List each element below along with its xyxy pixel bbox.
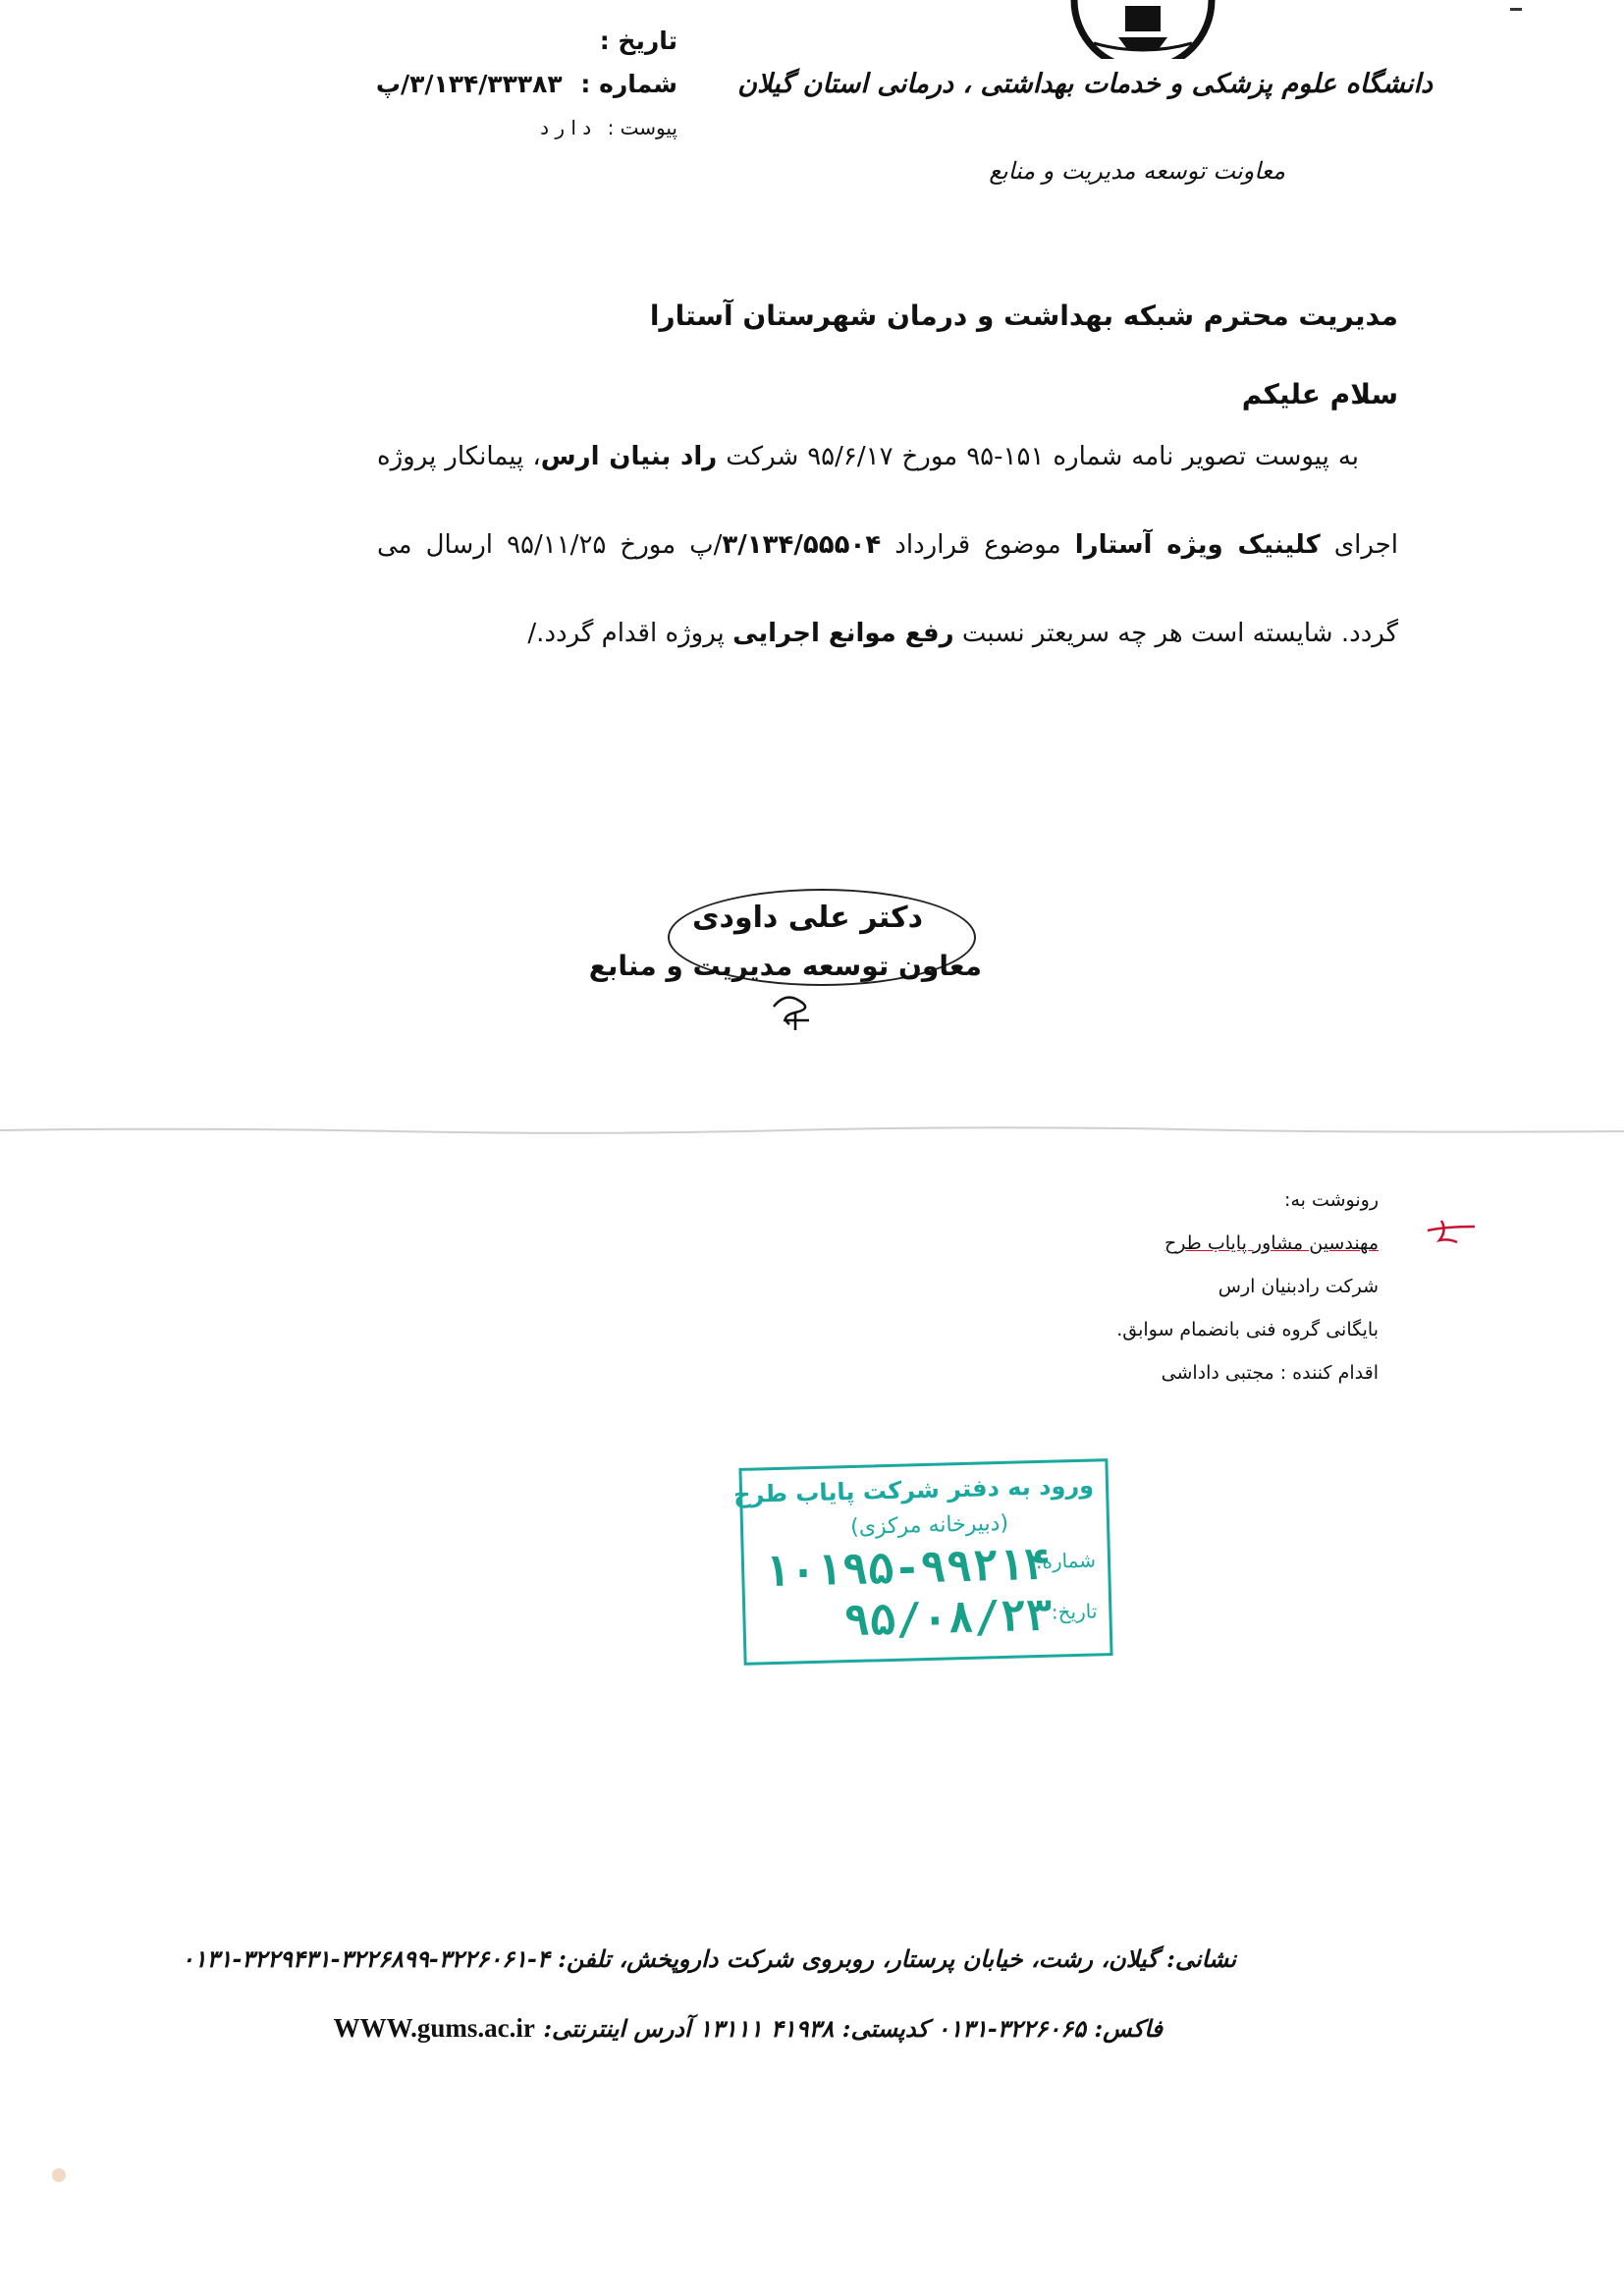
letter-body xyxy=(377,412,1398,678)
date-row xyxy=(324,20,677,63)
stamp-number-label: شماره: xyxy=(1035,1548,1097,1574)
greeting: سلام علیکم xyxy=(1241,378,1398,410)
corner-mark xyxy=(1510,8,1522,11)
body-text-1: به پیوست تصویر نامه شماره ۱۵۱-۹۵ مورخ ۹۵/۶/۱۷ شرکت xyxy=(726,442,1360,471)
stamp-date-label: تاریخ: xyxy=(1051,1599,1098,1624)
paper-stain xyxy=(44,2160,74,2190)
body-text-5: پروژه اقدام گردد./ xyxy=(527,619,725,648)
university-name: دانشگاه علوم پزشکی و خدمات بهداشتی ، درمانی استان گیلان xyxy=(737,69,1433,99)
stamp-date-value: ۹۵/۰۸/۲۳ xyxy=(842,1590,1054,1647)
signer-title: معاون توسعه مدیریت و منابع xyxy=(588,950,982,982)
received-stamp xyxy=(732,1458,1112,1666)
footer-website: WWW.gums.ac.ir xyxy=(333,2013,535,2043)
stamp-number-value: ۱۰۱۹۵-۹۹۲۱۴ xyxy=(763,1539,1052,1598)
number-row xyxy=(324,63,677,106)
footer-address: نشانی: گیلان، رشت، خیابان پرستار، روبروی شرکت داروپخش، تلفن: ۴-۳۲۲۶۰۶۱-۳۲۲۶۸۹۹-۳۲۲۹۴۳۱-۰۱۳۱ xyxy=(181,1944,1236,1973)
red-handwritten-mark xyxy=(1422,1213,1481,1252)
number-label: شماره : xyxy=(580,70,677,98)
attachment-label: پیوست : xyxy=(607,116,677,139)
footer-fax: فاکس: ۳۲۲۶۰۶۵-۰۱۳۱ کدپستی: ۴۱۹۳۸ ۱۳۱۱۱ آدرس اینترنتی: xyxy=(543,2014,1163,2043)
action-phrase: رفع موانع اجرایی xyxy=(732,619,954,648)
signer-name: دکتر علی داودی xyxy=(692,901,923,935)
cc-heading: رونوشت به: xyxy=(1284,1189,1379,1211)
contract-number: ۳/۱۳۴/۵۵۵۰۴ xyxy=(722,530,882,560)
stamp-title: ورود به دفتر شرکت پایاب طرح xyxy=(732,1471,1095,1509)
university-logo-icon xyxy=(1064,0,1221,59)
page-fold-line xyxy=(0,1124,1624,1136)
department-name: معاونت توسعه مدیریت و منابع xyxy=(989,157,1285,185)
signature-block xyxy=(588,889,982,997)
cc-item: شرکت رادبنیان ارس xyxy=(1218,1276,1379,1297)
attachment-row xyxy=(324,106,677,149)
company-name: راد بنیان ارس xyxy=(540,442,718,471)
project-name: کلینیک ویژه آستارا xyxy=(1074,530,1321,560)
cc-list xyxy=(907,1178,1379,1394)
attachment-value: د ا ر د xyxy=(540,116,592,139)
footer-contact xyxy=(334,2013,1163,2044)
body-text-4: /پ مورخ ۹۵/۱۱/۲۵ ارسال می گردد. شایسته است هر چه سریعتر نسبت xyxy=(377,530,1398,648)
letter-meta xyxy=(324,20,677,149)
body-text-3: موضوع قرارداد xyxy=(894,530,1061,560)
prepared-by: اقدام کننده : مجتبی داداشی xyxy=(1161,1362,1379,1384)
date-label: تاریخ : xyxy=(599,27,677,55)
letter-number: ۳/۱۳۴/۳۳۳۸۳/پ xyxy=(375,70,563,98)
addressee: مدیریت محترم شبکه بهداشت و درمان شهرستان آستارا xyxy=(649,300,1398,332)
body-paragraph xyxy=(377,412,1398,678)
handwritten-initials xyxy=(766,987,825,1031)
cc-item: مهندسین مشاور پایاب طرح xyxy=(1164,1232,1379,1254)
body-text-2: ، پیمانکار پروژه اجرای xyxy=(377,442,1398,560)
stamp-subtitle: (دبیرخانه مرکزی) xyxy=(849,1510,1009,1540)
cc-item: بایگانی گروه فنی بانضمام سوابق. xyxy=(1116,1319,1379,1340)
